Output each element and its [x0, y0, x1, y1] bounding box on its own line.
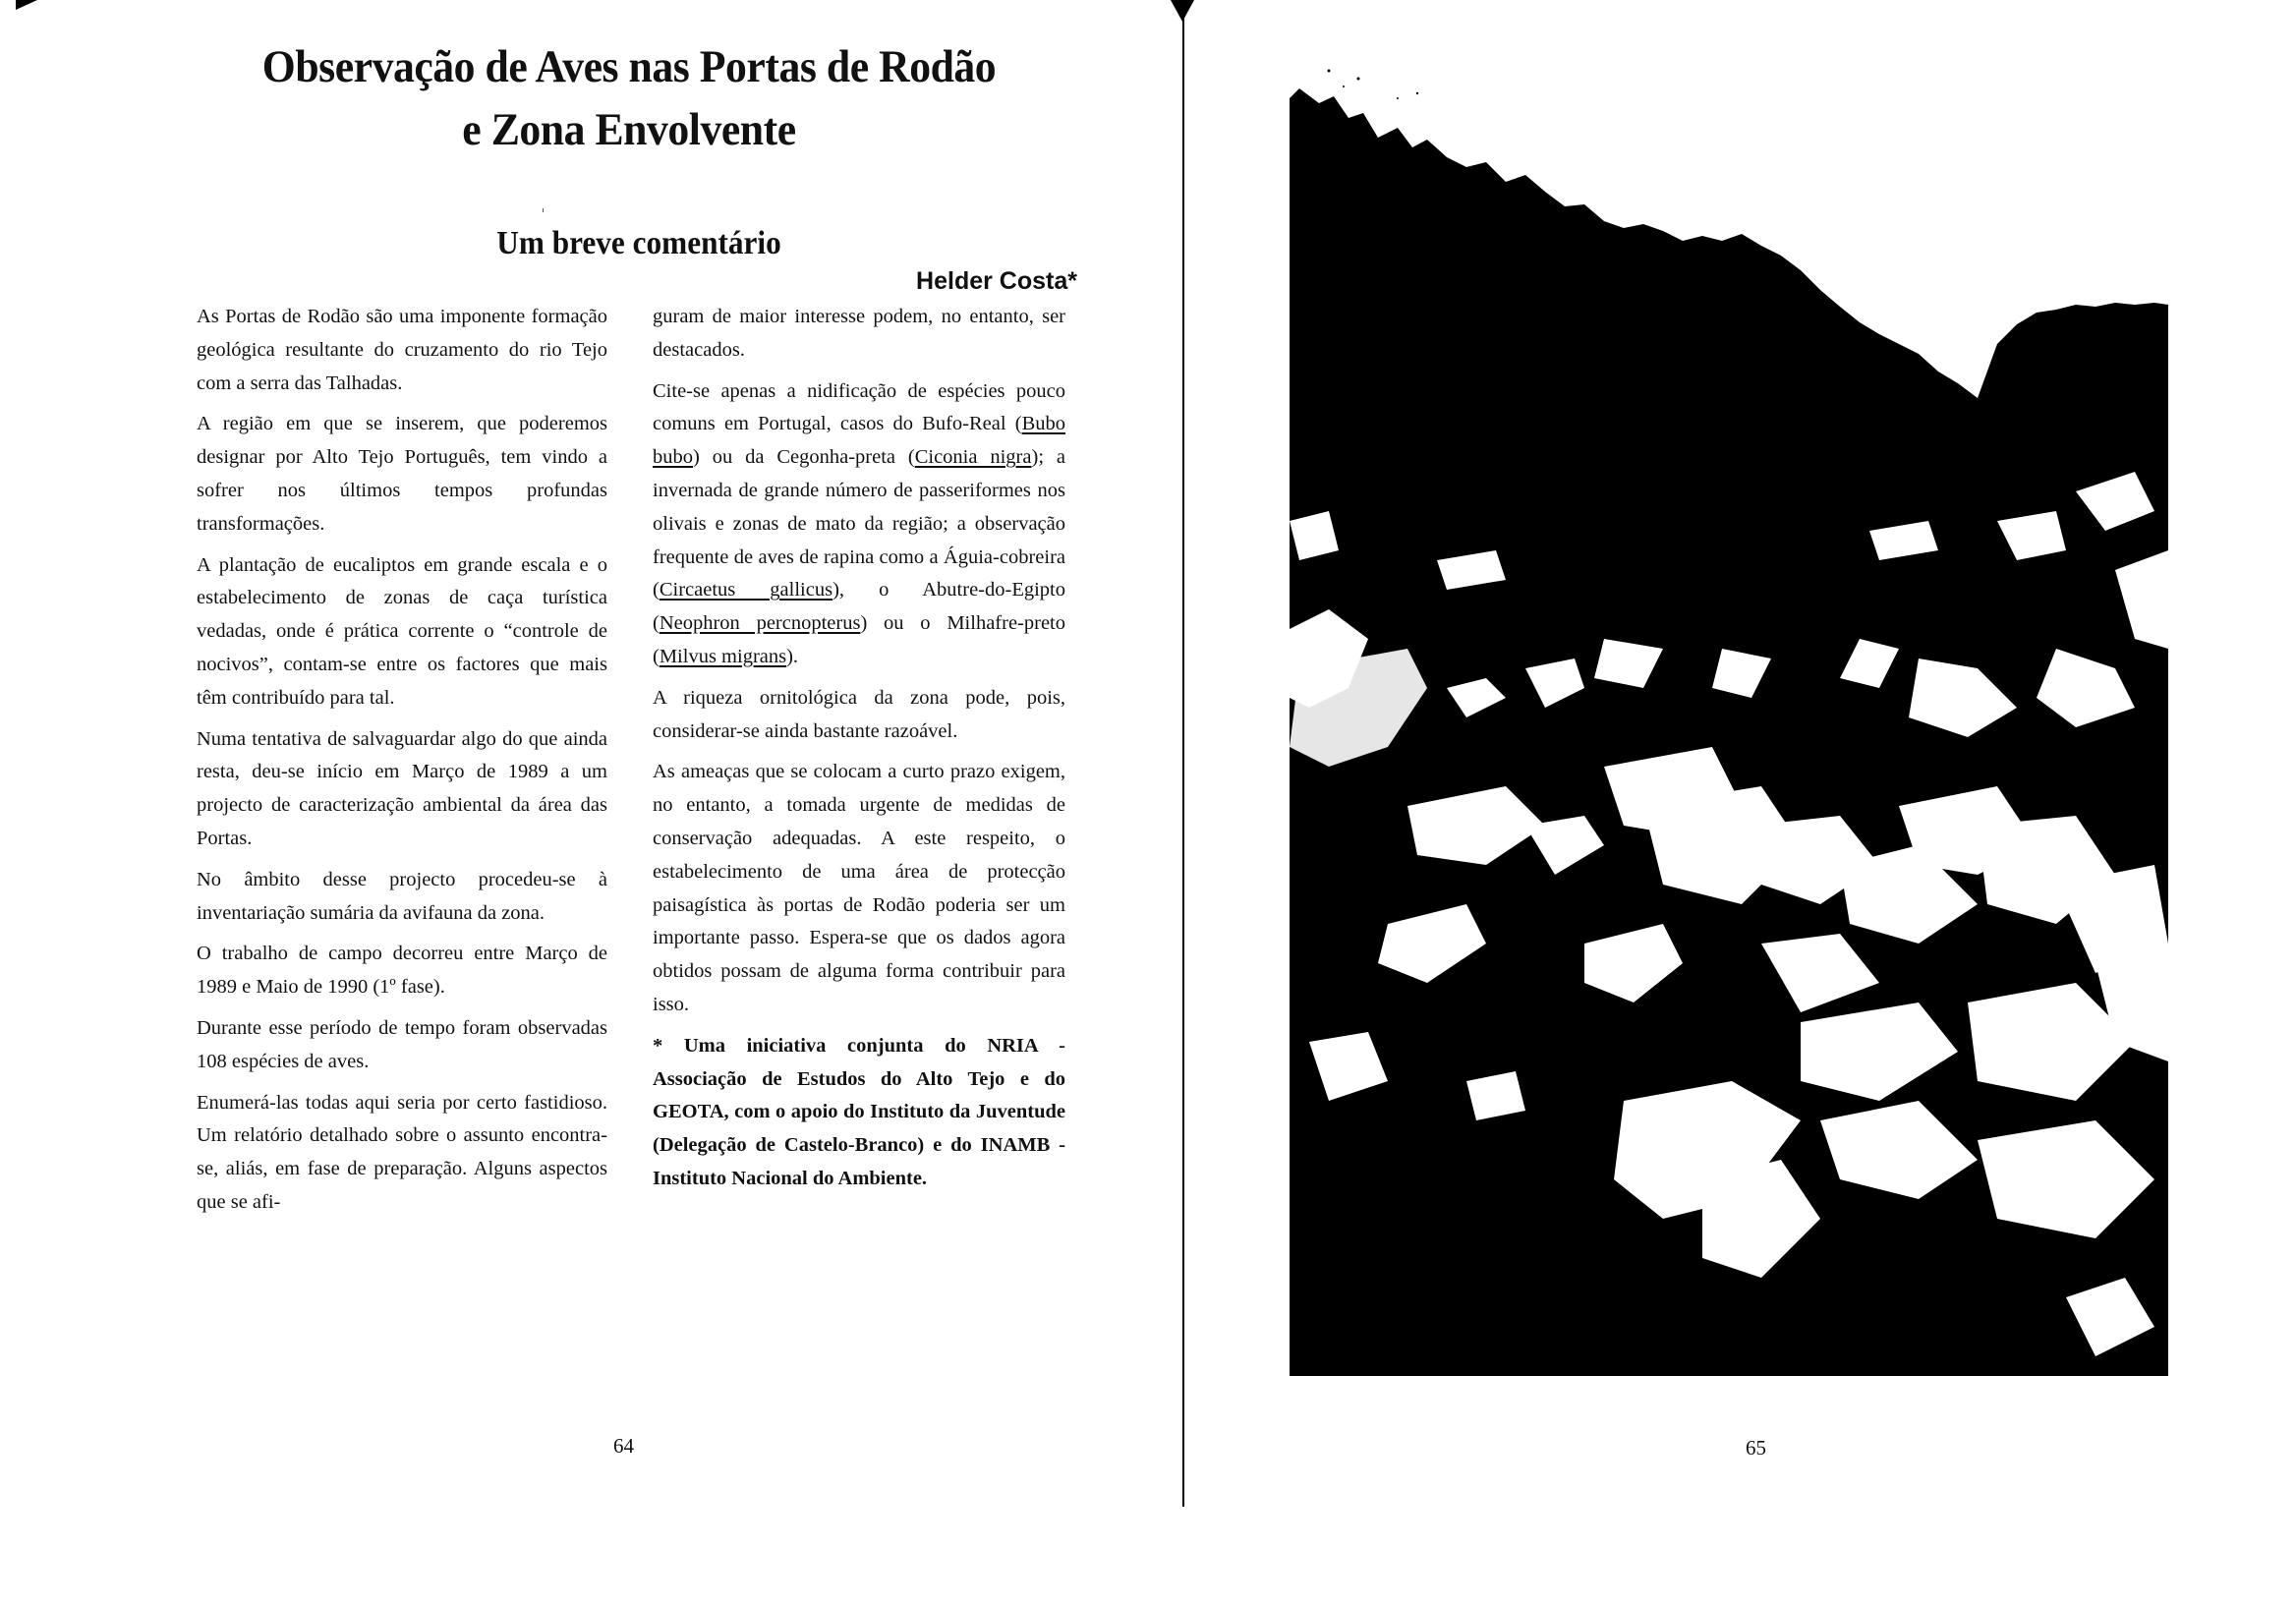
- left-text-column: [197, 301, 607, 1228]
- text-run: ); a invernada de grande número de passeriformes nos olivais e zonas de mato da região; a observação frequente de aves de rapina como a Águia-cobreira (: [653, 446, 1066, 602]
- text-run: ), o Abutre-do-Egipto (: [653, 579, 1065, 635]
- paragraph: A riqueza ornitológica da zona pode, pois, considerar-se ainda bastante razoável.: [653, 686, 1065, 742]
- author-name: Helder Costa*: [916, 267, 1077, 295]
- footnote: * Uma iniciativa conjunta do NRIA - Associação de Estudos do Alto Tejo e do GEOTA, com o apoio do Instituto da Juventude (Delegação de Castelo-Branco) e do INAMB - Instituto Nacional do Ambiente.: [653, 1034, 1065, 1189]
- text-run: ) ou o Milhafre-preto (: [653, 612, 1065, 667]
- page-number-right: 65: [1746, 1436, 1766, 1460]
- title-line-2: e Zona Envolvente: [462, 104, 796, 155]
- text-run: Cite-se apenas a nidificação de espécies pouco comuns em Portugal, casos do Bufo-Real (: [653, 379, 1065, 435]
- paragraph: Enumerá-las todas aqui seria por certo fastidioso. Um relatório detalhado sobre o assunto encontra-se, aliás, em fase de preparação. Alguns aspectos que se afi-: [197, 1091, 607, 1213]
- paragraph: Durante esse período de tempo foram observadas 108 espécies de aves.: [197, 1016, 607, 1072]
- scientific-name: Bubo bubo: [653, 413, 1065, 469]
- right-text-column: [653, 301, 1065, 1204]
- paragraph: A região em que se inserem, que poderemos designar por Alto Tejo Português, tem vindo a sofrer nos últimos tempos profundas transformações.: [197, 413, 607, 535]
- paragraph-species: [653, 375, 1065, 674]
- crop-corner-mark: [16, 0, 37, 10]
- paragraph: O trabalho de campo decorreu entre Março de 1989 e Maio de 1990 (1º fase).: [197, 943, 607, 999]
- paragraph: No âmbito desse projecto procedeu-se à inventariação sumária da avifauna da zona.: [197, 868, 607, 924]
- scientific-name: Neophron percnopterus: [659, 612, 861, 635]
- article-title: [191, 35, 1068, 161]
- article-subtitle: Um breve comentário: [496, 225, 781, 261]
- page-number-left: 64: [613, 1434, 634, 1458]
- stray-mark: [543, 208, 544, 212]
- paragraph: guram de maior interesse podem, no entanto, ser destacados.: [653, 306, 1065, 361]
- text-run: ).: [786, 645, 799, 667]
- photo-image: [1290, 59, 2168, 1376]
- scientific-name: Milvus migrans: [659, 645, 787, 667]
- text-run: ) ou da Cegonha-preta (: [693, 446, 915, 469]
- page-spine-divider: [1182, 18, 1184, 1507]
- paragraph: As Portas de Rodão são uma imponente formação geológica resultante do cruzamento do rio Tejo com a serra das Talhadas.: [197, 306, 607, 394]
- scientific-name: Circaetus gallicus: [659, 579, 833, 602]
- title-line-1: Observação de Aves nas Portas de Rodão: [261, 41, 997, 92]
- paragraph: As ameaças que se colocam a curto prazo exigem, no entanto, a tomada urgente de medidas de conservação adequadas. A este respeito, o estabelecimento de uma área de protecção paisagística às portas de Rodão poderia ser um importante passo. Espera-se que os dados agora obtidos possam de alguma forma contribuir para isso.: [653, 761, 1065, 1015]
- gorge-photograph: [1290, 59, 2168, 1376]
- paragraph: Numa tentativa de salvaguardar algo do que ainda resta, deu-se início em Março de 1989 a um projecto de caracterização ambiental da área das Portas.: [197, 727, 607, 849]
- paragraph: A plantação de eucaliptos em grande escala e o estabelecimento de zonas de caça turística vedadas, onde é prática corrente o “controle de nocivos”, contam-se entre os factores que mais têm contribuído para tal.: [197, 553, 607, 709]
- scientific-name: Ciconia nigra: [914, 446, 1032, 469]
